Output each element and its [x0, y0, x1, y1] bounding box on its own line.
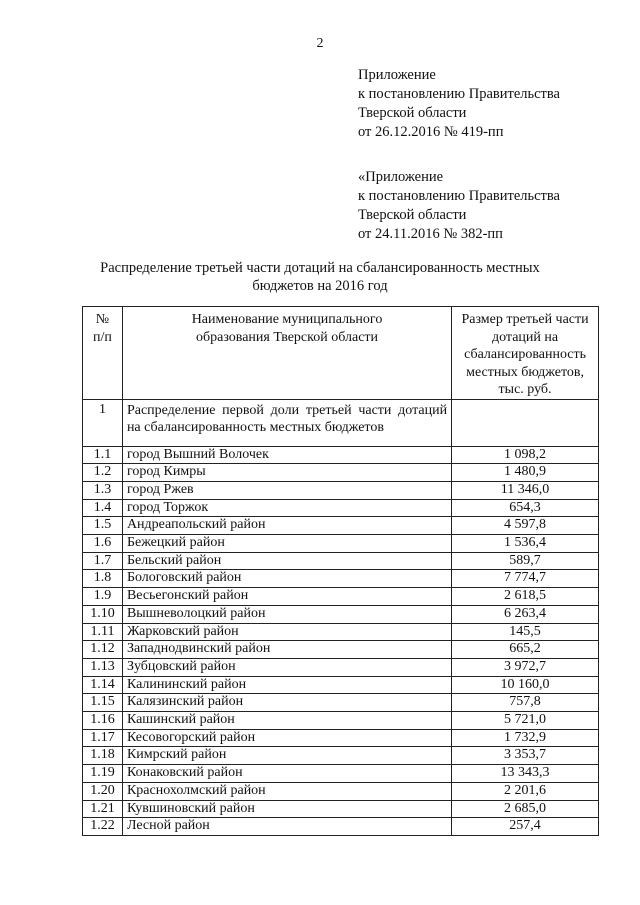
table-header-row	[83, 307, 599, 400]
row-amount: 257,4	[452, 818, 599, 836]
row-amount: 4 597,8	[452, 517, 599, 535]
document-title: Распределение третьей части дотаций на сбалансированность местных бюджетов на 2016 год	[100, 260, 540, 294]
table-row	[83, 517, 599, 535]
table-row	[83, 800, 599, 818]
table-row	[83, 676, 599, 694]
row-name: Калязинский район	[122, 694, 451, 712]
row-name: Зубцовский район	[122, 658, 451, 676]
row-num: 1.1	[83, 446, 123, 464]
row-num: 1.2	[83, 464, 123, 482]
row-name: Вышневолоцкий район	[122, 605, 451, 623]
table-row	[83, 712, 599, 730]
row-amount: 5 721,0	[452, 712, 599, 730]
row-num: 1.8	[83, 570, 123, 588]
row-name: Жарковский район	[122, 623, 451, 641]
row-num: 1.16	[83, 712, 123, 730]
row-num: 1.6	[83, 535, 123, 553]
table-row	[83, 499, 599, 517]
row-name: город Ржев	[122, 481, 451, 499]
section-name: Распределение первой доли третьей части дотаций на сбалансированность местных бюджетов	[122, 399, 451, 446]
row-amount: 13 343,3	[452, 765, 599, 783]
table-row	[83, 535, 599, 553]
row-num: 1.22	[83, 818, 123, 836]
row-amount: 145,5	[452, 623, 599, 641]
row-num: 1.21	[83, 800, 123, 818]
row-num: 1.11	[83, 623, 123, 641]
row-name: Андреапольский район	[122, 517, 451, 535]
table-row	[83, 605, 599, 623]
appendix-line: от 24.11.2016 № 382-пп	[358, 226, 503, 242]
appendix-line: к постановлению Правительства	[358, 188, 560, 204]
row-amount: 2 618,5	[452, 588, 599, 606]
table-row	[83, 464, 599, 482]
row-name: Конаковский район	[122, 765, 451, 783]
table-row	[83, 552, 599, 570]
row-amount: 2 685,0	[452, 800, 599, 818]
row-name: Бежецкий район	[122, 535, 451, 553]
header-name: Наименование муниципального образования Тверской области	[122, 307, 451, 400]
appendix-line: Тверской области	[358, 105, 467, 121]
row-name: город Вышний Волочек	[122, 446, 451, 464]
appendix-current	[358, 66, 560, 142]
row-name: Бельский район	[122, 552, 451, 570]
row-num: 1.9	[83, 588, 123, 606]
row-name: Кесовогорский район	[122, 729, 451, 747]
appendix-line: от 26.12.2016 № 419-пп	[358, 124, 504, 140]
row-amount: 1 732,9	[452, 729, 599, 747]
section-row	[83, 399, 599, 446]
row-name: Кувшиновский район	[122, 800, 451, 818]
row-amount: 11 346,0	[452, 481, 599, 499]
table-row	[83, 765, 599, 783]
row-name: Калининский район	[122, 676, 451, 694]
row-name: город Кимры	[122, 464, 451, 482]
distribution-table	[82, 306, 599, 836]
appendix-previous	[358, 168, 560, 244]
row-name: город Торжок	[122, 499, 451, 517]
row-num: 1.15	[83, 694, 123, 712]
row-amount: 7 774,7	[452, 570, 599, 588]
table-row	[83, 729, 599, 747]
appendix-line: Тверской области	[358, 207, 467, 223]
table-row	[83, 623, 599, 641]
row-amount: 3 972,7	[452, 658, 599, 676]
section-num: 1	[83, 399, 123, 446]
appendix-line: к постановлению Правительства	[358, 86, 560, 102]
appendix-line: Приложение	[358, 67, 436, 83]
table-row	[83, 641, 599, 659]
table-row	[83, 446, 599, 464]
row-amount: 1 536,4	[452, 535, 599, 553]
table-row	[83, 570, 599, 588]
header-num: № п/п	[83, 307, 123, 400]
table-row	[83, 694, 599, 712]
row-amount: 2 201,6	[452, 782, 599, 800]
section-amount	[452, 399, 599, 446]
row-amount: 10 160,0	[452, 676, 599, 694]
row-num: 1.20	[83, 782, 123, 800]
table-row	[83, 658, 599, 676]
row-amount: 6 263,4	[452, 605, 599, 623]
header-amount: Размер третьей части дотаций на сбалансированность местных бюджетов, тыс. руб.	[452, 307, 599, 400]
row-num: 1.14	[83, 676, 123, 694]
row-num: 1.10	[83, 605, 123, 623]
row-name: Кашинский район	[122, 712, 451, 730]
row-name: Лесной район	[122, 818, 451, 836]
table-row	[83, 481, 599, 499]
row-num: 1.19	[83, 765, 123, 783]
page-number: 2	[316, 36, 324, 51]
table-row	[83, 588, 599, 606]
row-amount: 3 353,7	[452, 747, 599, 765]
row-name: Бологовский район	[122, 570, 451, 588]
row-num: 1.4	[83, 499, 123, 517]
table-row	[83, 747, 599, 765]
table-row	[83, 782, 599, 800]
row-num: 1.5	[83, 517, 123, 535]
row-num: 1.18	[83, 747, 123, 765]
row-amount: 654,3	[452, 499, 599, 517]
row-amount: 1 480,9	[452, 464, 599, 482]
row-amount: 1 098,2	[452, 446, 599, 464]
row-num: 1.12	[83, 641, 123, 659]
row-name: Западнодвинский район	[122, 641, 451, 659]
row-name: Кимрский район	[122, 747, 451, 765]
row-name: Весьегонский район	[122, 588, 451, 606]
row-num: 1.7	[83, 552, 123, 570]
row-num: 1.17	[83, 729, 123, 747]
row-num: 1.13	[83, 658, 123, 676]
appendix-line: «Приложение	[358, 169, 444, 185]
row-num: 1.3	[83, 481, 123, 499]
table-row	[83, 818, 599, 836]
row-amount: 589,7	[452, 552, 599, 570]
row-amount: 665,2	[452, 641, 599, 659]
row-amount: 757,8	[452, 694, 599, 712]
row-name: Краснохолмский район	[122, 782, 451, 800]
